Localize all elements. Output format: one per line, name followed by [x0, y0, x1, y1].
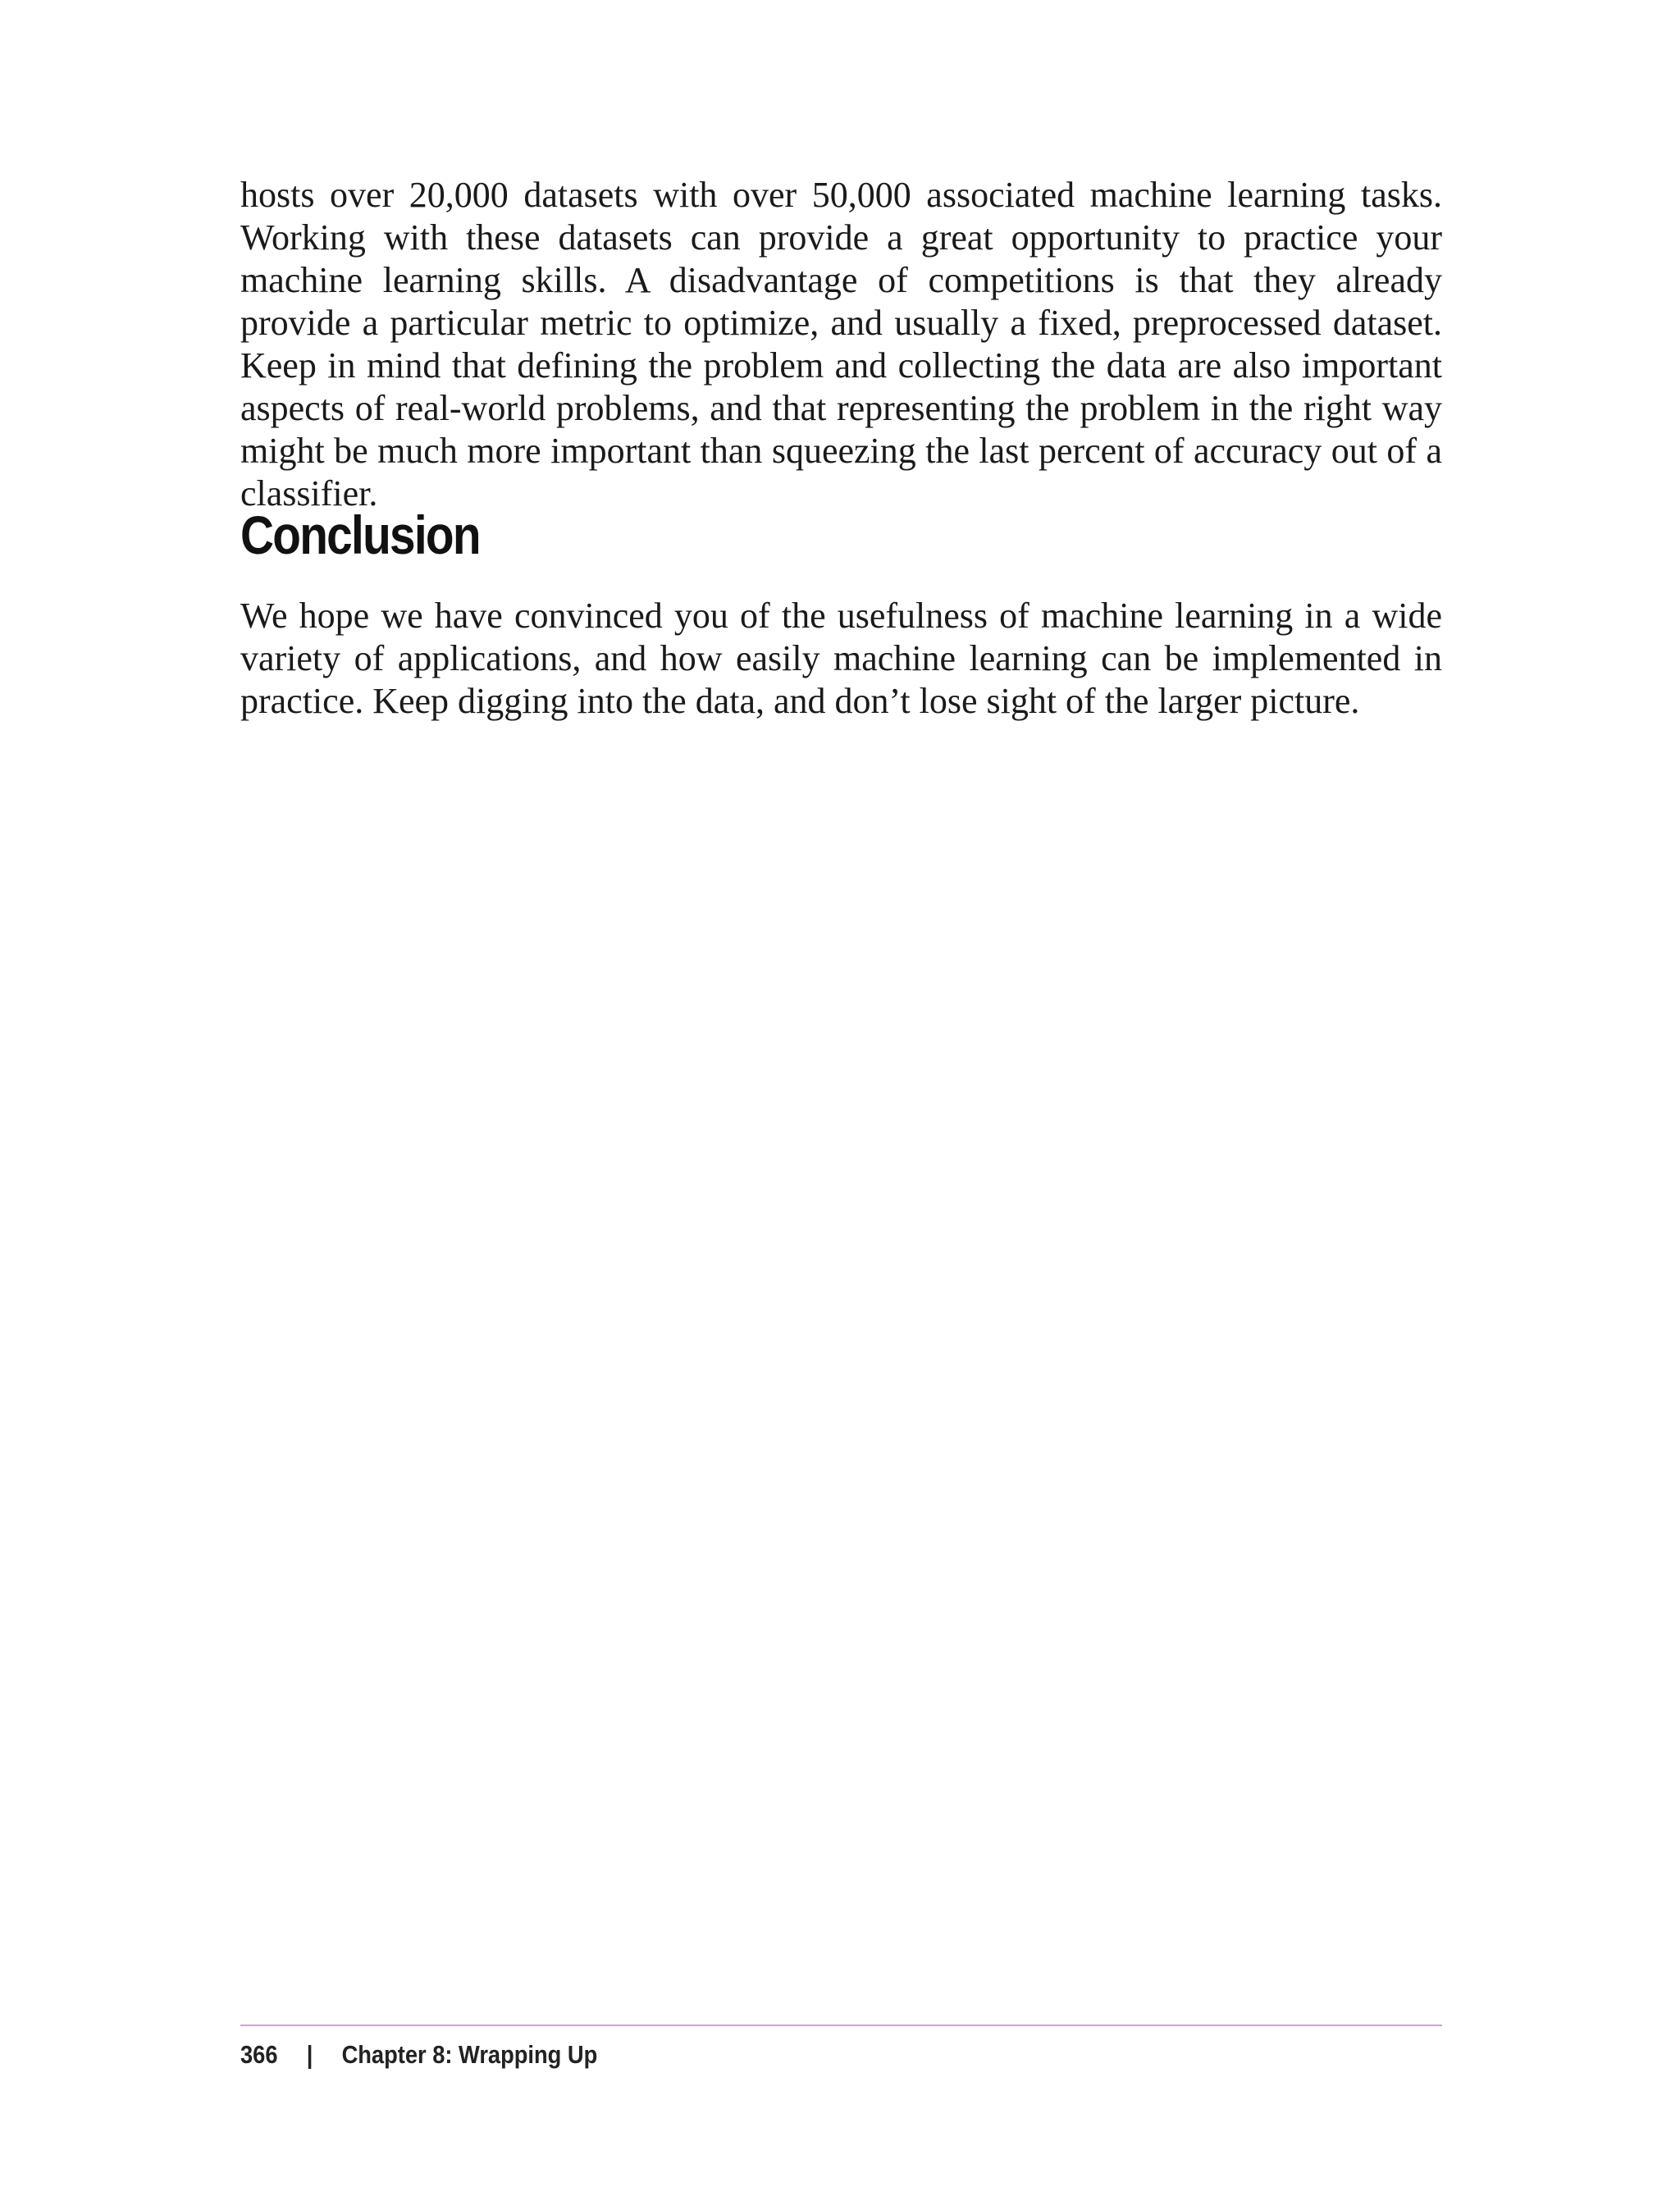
page-number: 366	[240, 2040, 278, 2069]
footer-separator: |	[306, 2040, 313, 2069]
body-paragraph-continued: hosts over 20,000 datasets with over 50,000 associated machine learning tasks. Working with these datasets can provide a great opportunity to practice your machine learning skills. A disadvantage of competitions is that they already provide a particular metric to optimize, and usually a fixed, preprocessed dataset. Keep in mind that defining the problem and collecting the data are also important aspects of real-world problems, and that representing the problem in the right way might be much more important than squeezing the last percent of accuracy out of a classifier.	[240, 175, 1442, 514]
page-footer	[240, 2034, 597, 2075]
section-heading-conclusion: Conclusion	[240, 504, 480, 565]
footer-divider	[240, 2025, 1442, 2026]
running-chapter-title: Chapter 8: Wrapping Up	[341, 2040, 598, 2069]
conclusion-paragraph: We hope we have convinced you of the usefulness of machine learning in a wide variety of applications, and how easily machine learning can be implemented in practice. Keep digging into the data, and don’t lose sight of the larger picture.	[240, 596, 1442, 721]
